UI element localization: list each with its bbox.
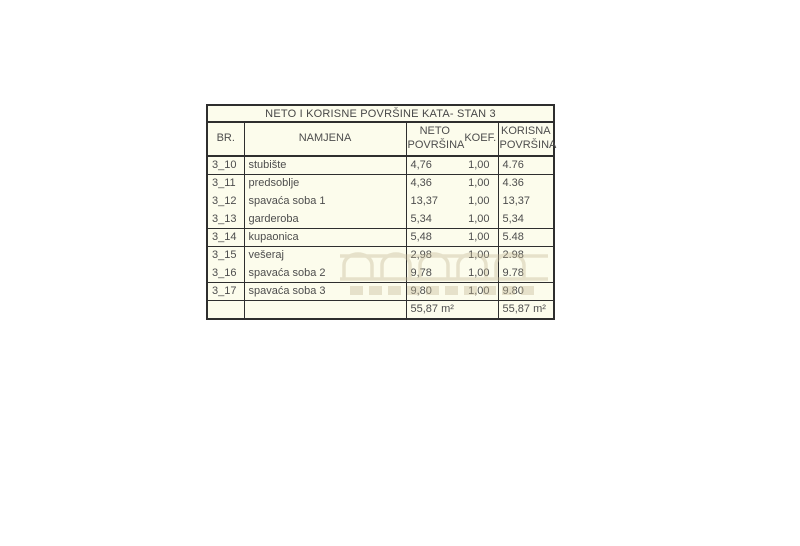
room-name: vešeraj bbox=[244, 246, 406, 264]
coefficient-value: 1,00 bbox=[463, 264, 498, 282]
column-header-br: BR. bbox=[207, 122, 244, 156]
row-number: 3_10 bbox=[207, 156, 244, 174]
table-row bbox=[207, 264, 554, 282]
total-usable-area: 55,87 m² bbox=[502, 303, 546, 316]
net-area-value: 5,34 bbox=[406, 210, 463, 228]
room-name: kupaonica bbox=[244, 228, 406, 246]
row-number: 3_16 bbox=[207, 264, 244, 282]
row-number: 3_15 bbox=[207, 246, 244, 264]
room-name: spavaća soba 3 bbox=[244, 282, 406, 300]
coefficient-value: 1,00 bbox=[463, 174, 498, 192]
net-area-value: 13,37 bbox=[410, 195, 439, 207]
row-number: 3_12 bbox=[207, 192, 244, 210]
net-area-value: 9,80 bbox=[406, 282, 463, 300]
table-row bbox=[207, 246, 554, 264]
usable-area-value: 2.98 bbox=[502, 249, 524, 262]
column-header-namjena: NAMJENA bbox=[244, 122, 406, 156]
total-br-cell bbox=[207, 300, 244, 319]
total-koef-cell bbox=[463, 300, 498, 319]
total-namjena-cell bbox=[244, 300, 406, 319]
room-name: spavaća soba 1 bbox=[244, 192, 406, 210]
coefficient-value: 1,00 bbox=[463, 210, 498, 228]
coefficient-value: 1,00 bbox=[463, 192, 498, 210]
table-row bbox=[207, 282, 554, 300]
usable-area-value: 4.36 bbox=[502, 177, 524, 190]
table-row bbox=[207, 192, 554, 210]
usable-area-value: 5.48 bbox=[498, 228, 554, 246]
column-header-neto: NETO POVRŠINA bbox=[406, 122, 463, 156]
column-header-koef: KOEF. bbox=[463, 122, 498, 156]
room-name: stubište bbox=[244, 156, 406, 174]
row-number: 3_13 bbox=[207, 210, 244, 228]
area-table bbox=[206, 104, 555, 320]
column-header-korisna: KORISNA POVRŠINA bbox=[498, 122, 554, 156]
table-body bbox=[207, 156, 554, 300]
coefficient-value: 1,00 bbox=[463, 246, 498, 264]
table-row bbox=[207, 210, 554, 228]
usable-area-value: 5,34 bbox=[498, 210, 554, 228]
row-number: 3_11 bbox=[207, 174, 244, 192]
net-area-value: 4,76 bbox=[406, 156, 463, 174]
table-row bbox=[207, 156, 554, 174]
table-row bbox=[207, 174, 554, 192]
net-area-value: 9,78 bbox=[406, 264, 463, 282]
total-net-area: 55,87 m² bbox=[410, 303, 454, 316]
coefficient-value: 1,00 bbox=[463, 156, 498, 174]
table-title: NETO I KORISNE POVRŠINE KATA- STAN 3 bbox=[207, 105, 554, 122]
row-number: 3_17 bbox=[207, 282, 244, 300]
usable-area-value: 9.78 bbox=[498, 264, 554, 282]
table-title-row bbox=[207, 105, 554, 122]
row-number: 3_14 bbox=[207, 228, 244, 246]
table-total-row bbox=[207, 300, 554, 319]
usable-area-value: 13,37 bbox=[502, 195, 531, 207]
coefficient-value: 1,00 bbox=[463, 282, 498, 300]
room-name: garderoba bbox=[244, 210, 406, 228]
table-header-row bbox=[207, 122, 554, 156]
room-name: predsoblje bbox=[244, 174, 406, 192]
room-name: spavaća soba 2 bbox=[244, 264, 406, 282]
usable-area-value: 9.80 bbox=[498, 282, 554, 300]
net-area-value: 5,48 bbox=[406, 228, 463, 246]
net-area-value: 4,36 bbox=[410, 177, 432, 190]
usable-area-value: 4.76 bbox=[498, 156, 554, 174]
net-area-value: 2,98 bbox=[410, 249, 432, 262]
table-row bbox=[207, 228, 554, 246]
coefficient-value: 1,00 bbox=[463, 228, 498, 246]
